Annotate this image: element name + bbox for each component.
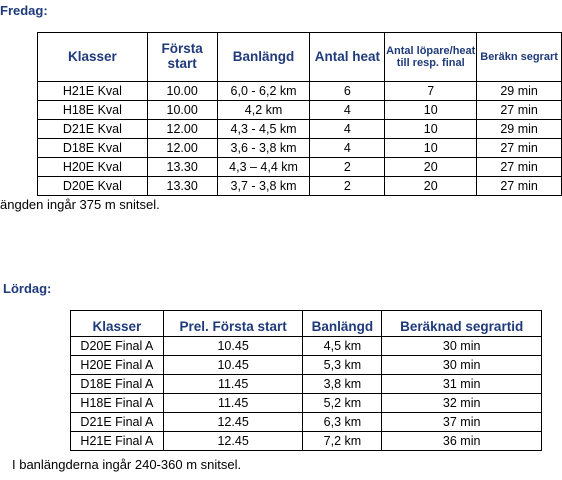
fredag-header-row [38,33,562,82]
col-header-antal-heat: Antal heat [310,33,385,82]
table-row [71,413,542,432]
table-cell: 4 [310,139,385,158]
table-row [38,177,562,196]
lordag-note: I banlängderna ingår 240-360 m snitsel. [12,457,242,472]
table-cell: 30 min [382,356,542,375]
table-cell: 27 min [477,158,562,177]
table-cell: 10 [385,101,477,120]
table-cell: H18E Final A [71,394,164,413]
table-cell: 2 [310,177,385,196]
table-row [71,432,542,451]
table-cell: 4,3 – 4,4 km [217,158,310,177]
table-cell: 4,2 km [217,101,310,120]
table-row [71,375,542,394]
table-cell: 7 [385,82,477,101]
table-cell: 29 min [477,120,562,139]
table-cell: H21E Final A [71,432,164,451]
col-header-forsta-start: Första start [147,33,217,82]
table-cell: 10 [385,120,477,139]
col-header-banlangd: Banlängd [303,311,382,337]
table-cell: 5,2 km [303,394,382,413]
table-cell: H20E Final A [71,356,164,375]
table-cell: 11.45 [163,375,303,394]
table-cell: H21E Kval [38,82,148,101]
table-cell: D18E Kval [38,139,148,158]
table-cell: 37 min [382,413,542,432]
table-cell: D20E Kval [38,177,148,196]
table-cell: 4,5 km [303,337,382,356]
table-cell: 20 [385,177,477,196]
table-row [38,139,562,158]
table-cell: 36 min [382,432,542,451]
table-cell: 3,7 - 3,8 km [217,177,310,196]
table-cell: 27 min [477,177,562,196]
table-cell: 30 min [382,337,542,356]
table-cell: 13.30 [147,177,217,196]
table-cell: 2 [310,158,385,177]
table-row [38,120,562,139]
table-cell: 12.45 [163,432,303,451]
table-cell: 12.00 [147,139,217,158]
table-cell: 3,6 - 3,8 km [217,139,310,158]
table-row [71,356,542,375]
col-header-beraknad-segrartid: Beräkn segrart [477,33,562,82]
table-cell: 10 [385,139,477,158]
table-cell: 10.45 [163,337,303,356]
table-cell: 6,0 - 6,2 km [217,82,310,101]
table-cell: 4,3 - 4,5 km [217,120,310,139]
lordag-schedule-table [70,310,542,451]
table-cell: D21E Kval [38,120,148,139]
col-header-antal-lopare: Antal löpare/heat till resp. final [385,33,477,82]
table-row [71,394,542,413]
table-cell: 32 min [382,394,542,413]
table-row [38,82,562,101]
table-cell: 7,2 km [303,432,382,451]
col-header-prel-forsta-start: Prel. Första start [163,311,303,337]
col-header-klasser: Klasser [71,311,164,337]
table-cell: 4 [310,101,385,120]
table-cell: 12.00 [147,120,217,139]
fredag-heading: Fredag: [0,3,48,18]
table-cell: 11.45 [163,394,303,413]
table-cell: H20E Kval [38,158,148,177]
table-row [38,158,562,177]
table-cell: 12.45 [163,413,303,432]
table-cell: 4 [310,120,385,139]
fredag-schedule-table [37,32,562,196]
table-cell: H18E Kval [38,101,148,120]
col-header-klasser: Klasser [38,33,148,82]
table-cell: 10.00 [147,101,217,120]
table-cell: 20 [385,158,477,177]
table-cell: 13.30 [147,158,217,177]
table-cell: 10.00 [147,82,217,101]
table-cell: 29 min [477,82,562,101]
lordag-heading: Lördag: [3,281,52,296]
table-row [71,337,542,356]
table-cell: 5,3 km [303,356,382,375]
table-cell: 31 min [382,375,542,394]
table-cell: 27 min [477,139,562,158]
table-cell: D18E Final A [71,375,164,394]
table-cell: 10.45 [163,356,303,375]
table-cell: 6,3 km [303,413,382,432]
lordag-header-row [71,311,542,337]
table-row [38,101,562,120]
table-cell: D20E Final A [71,337,164,356]
col-header-beraknad-segrartid: Beräknad segrartid [382,311,542,337]
table-cell: 27 min [477,101,562,120]
table-cell: 3,8 km [303,375,382,394]
fredag-note: ängden ingår 375 m snitsel. [0,197,160,212]
table-cell: 6 [310,82,385,101]
table-cell: D21E Final A [71,413,164,432]
col-header-banlangd: Banlängd [217,33,310,82]
